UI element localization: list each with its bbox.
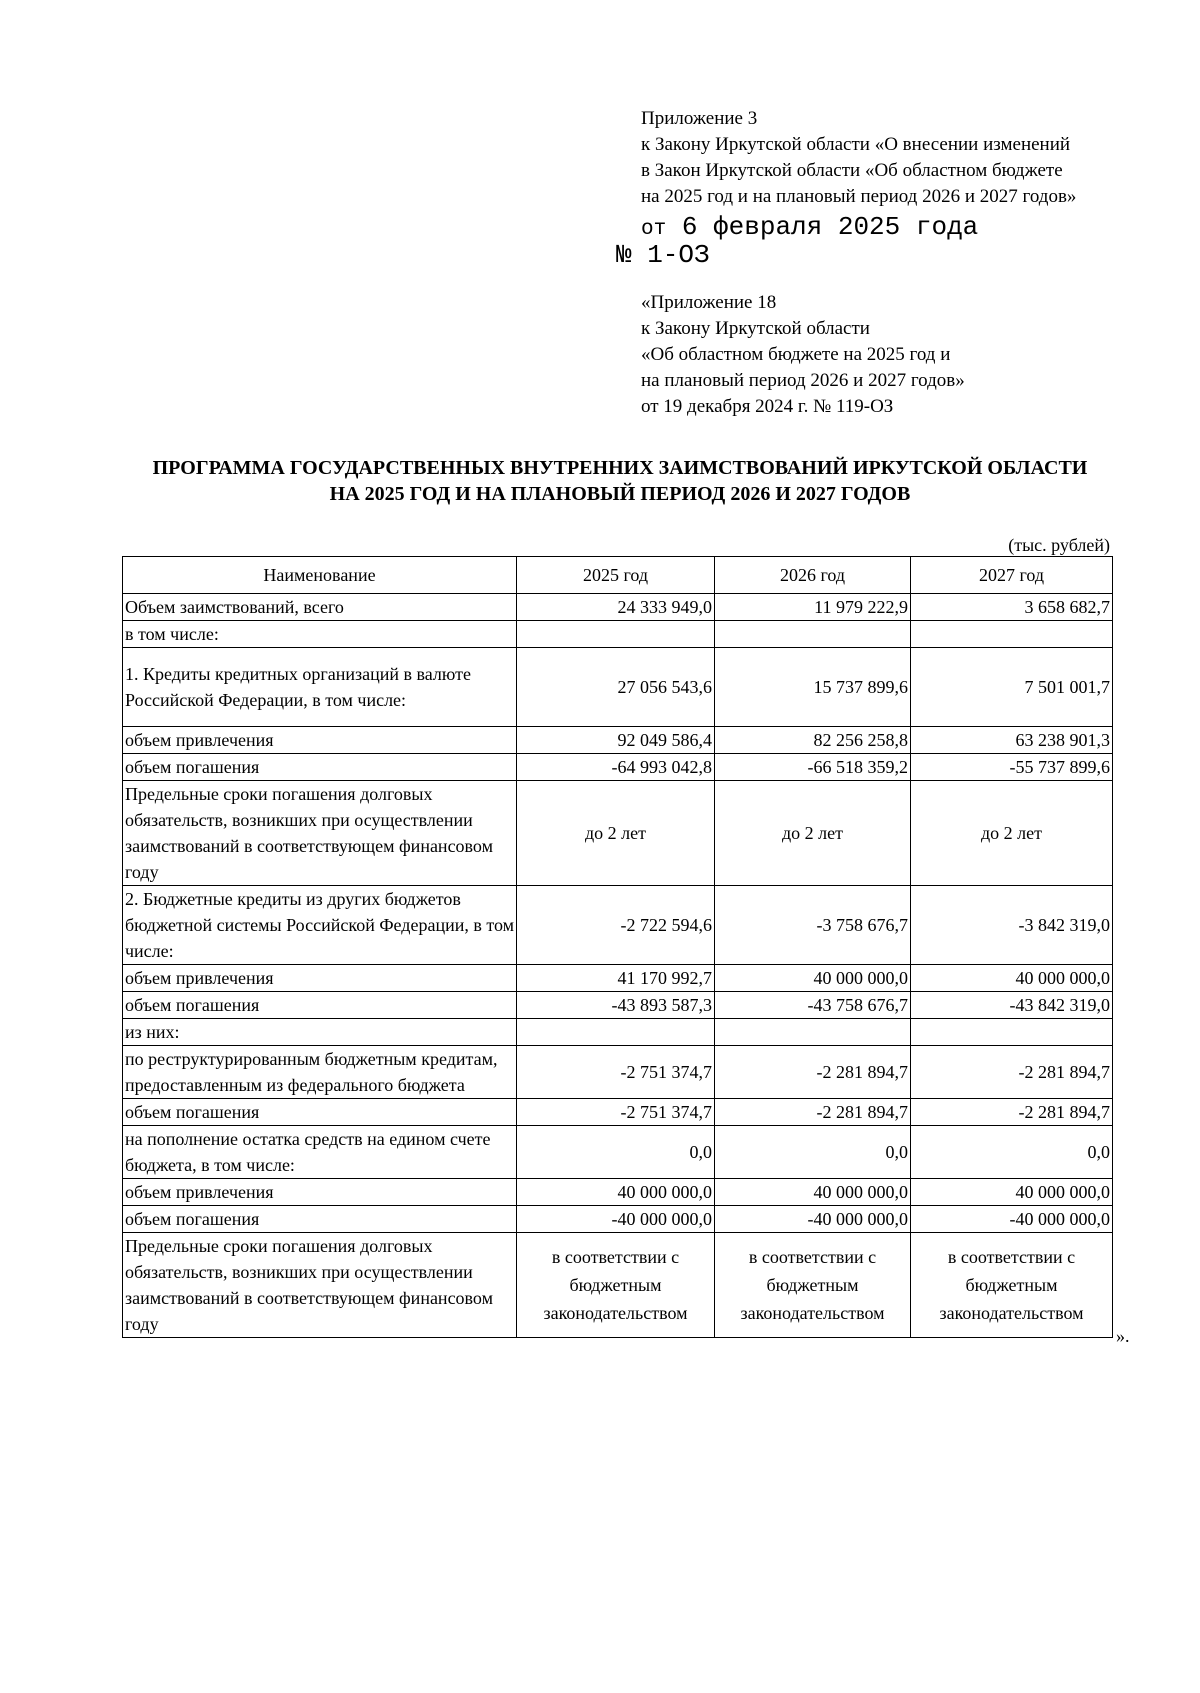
cell-2027: 7 501 001,7	[911, 648, 1113, 727]
cell-2027	[911, 621, 1113, 648]
table-row	[123, 594, 1113, 621]
cell-2027: 40 000 000,0	[911, 965, 1113, 992]
table-row	[123, 1233, 1113, 1338]
annex18-line: «Приложение 18	[641, 292, 777, 313]
row-label: Объем заимствований, всего	[123, 594, 517, 621]
row-label: объем погашения	[123, 1206, 517, 1233]
row-label: по реструктурированным бюджетным кредитам, предоставленным из федерального бюджета	[123, 1046, 517, 1099]
row-label: на пополнение остатка средств на едином счете бюджета, в том числе:	[123, 1126, 517, 1179]
cell-2027: 3 658 682,7	[911, 594, 1113, 621]
header-year-2027: 2027 год	[911, 557, 1113, 594]
table-row	[123, 1046, 1113, 1099]
cell-2027: в соответствии с бюджетным законодательством	[911, 1233, 1113, 1338]
cell-2026: -43 758 676,7	[715, 992, 911, 1019]
cell-2025: 24 333 949,0	[517, 594, 715, 621]
cell-2026	[715, 621, 911, 648]
borrowing-program-table	[122, 556, 1113, 1338]
annex-line: к Закону Иркутской области «О внесении изменений	[641, 134, 1071, 155]
cell-2026: 15 737 899,6	[715, 648, 911, 727]
row-label: объем привлечения	[123, 965, 517, 992]
cell-2027: -2 281 894,7	[911, 1099, 1113, 1126]
table-row	[123, 992, 1113, 1019]
table-row	[123, 781, 1113, 886]
table-header-row	[123, 557, 1113, 594]
date-value: 6 февраля 2025 года	[681, 212, 979, 242]
date-prefix: от	[641, 218, 667, 241]
cell-2025: -43 893 587,3	[517, 992, 715, 1019]
cell-2027: до 2 лет	[911, 781, 1113, 886]
row-label: Предельные сроки погашения долговых обязательств, возникших при осуществлении заимствований в соответствующем финансовом году	[123, 781, 517, 886]
table-row	[123, 621, 1113, 648]
document-title	[100, 455, 1140, 507]
header-year-2025: 2025 год	[517, 557, 715, 594]
cell-2027: -55 737 899,6	[911, 754, 1113, 781]
annex18-line: к Закону Иркутской области	[641, 318, 870, 339]
cell-2026: -2 281 894,7	[715, 1099, 911, 1126]
cell-2025: -2 751 374,7	[517, 1046, 715, 1099]
row-label: в том числе:	[123, 621, 517, 648]
cell-2026: 11 979 222,9	[715, 594, 911, 621]
annex18-line: «Об областном бюджете на 2025 год и	[641, 344, 951, 365]
cell-2026: 82 256 258,8	[715, 727, 911, 754]
cell-2026: -3 758 676,7	[715, 886, 911, 965]
cell-2027	[911, 1019, 1113, 1046]
cell-2026: -66 518 359,2	[715, 754, 911, 781]
cell-2025: в соответствии с бюджетным законодательством	[517, 1233, 715, 1338]
header-year-2026: 2026 год	[715, 557, 911, 594]
table-row	[123, 965, 1113, 992]
cell-2027: -40 000 000,0	[911, 1206, 1113, 1233]
cell-2026: в соответствии с бюджетным законодательством	[715, 1233, 911, 1338]
row-label: 2. Бюджетные кредиты из других бюджетов бюджетной системы Российской Федерации, в том числе:	[123, 886, 517, 965]
cell-2026: 40 000 000,0	[715, 965, 911, 992]
table-row	[123, 1126, 1113, 1179]
annex-line: на 2025 год и на плановый период 2026 и 2027 годов»	[641, 186, 1077, 207]
cell-2025: до 2 лет	[517, 781, 715, 886]
row-label: объем погашения	[123, 754, 517, 781]
cell-2027: -43 842 319,0	[911, 992, 1113, 1019]
cell-2027: 63 238 901,3	[911, 727, 1113, 754]
cell-2025	[517, 1019, 715, 1046]
cell-2026: до 2 лет	[715, 781, 911, 886]
cell-2026	[715, 1019, 911, 1046]
law-number-stamp: № 1-ОЗ	[616, 240, 710, 270]
row-label: объем привлечения	[123, 727, 517, 754]
row-label: Предельные сроки погашения долговых обязательств, возникших при осуществлении заимствований в соответствующем финансовом году	[123, 1233, 517, 1338]
cell-2025: 27 056 543,6	[517, 648, 715, 727]
cell-2025: 92 049 586,4	[517, 727, 715, 754]
row-label: 1. Кредиты кредитных организаций в валюте Российской Федерации, в том числе:	[123, 648, 517, 727]
cell-2027: -2 281 894,7	[911, 1046, 1113, 1099]
table-row	[123, 1099, 1113, 1126]
annex-line: Приложение 3	[641, 108, 758, 129]
row-label: объем погашения	[123, 992, 517, 1019]
annex18-line: на плановый период 2026 и 2027 годов»	[641, 370, 965, 391]
cell-2025: -40 000 000,0	[517, 1206, 715, 1233]
cell-2025	[517, 621, 715, 648]
cell-2025: 41 170 992,7	[517, 965, 715, 992]
cell-2025: -2 722 594,6	[517, 886, 715, 965]
table-row	[123, 1019, 1113, 1046]
table-row	[123, 1206, 1113, 1233]
table-row	[123, 754, 1113, 781]
table-row	[123, 1179, 1113, 1206]
annex-3-header	[641, 106, 1121, 210]
header-name: Наименование	[123, 557, 517, 594]
cell-2027: -3 842 319,0	[911, 886, 1113, 965]
cell-2026: -2 281 894,7	[715, 1046, 911, 1099]
annex-line: в Закон Иркутской области «Об областном бюджете	[641, 160, 1063, 181]
units-note: (тыс. рублей)	[1008, 535, 1110, 555]
table-row	[123, 727, 1113, 754]
row-label: объем погашения	[123, 1099, 517, 1126]
cell-2027: 0,0	[911, 1126, 1113, 1179]
closing-quote: ».	[1116, 1326, 1130, 1346]
table-row	[123, 886, 1113, 965]
row-label: объем привлечения	[123, 1179, 517, 1206]
cell-2025: -64 993 042,8	[517, 754, 715, 781]
cell-2026: 40 000 000,0	[715, 1179, 911, 1206]
cell-2027: 40 000 000,0	[911, 1179, 1113, 1206]
row-label: из них:	[123, 1019, 517, 1046]
table-row	[123, 648, 1113, 727]
cell-2025: 40 000 000,0	[517, 1179, 715, 1206]
cell-2026: 0,0	[715, 1126, 911, 1179]
cell-2026: -40 000 000,0	[715, 1206, 911, 1233]
title-line-2: НА 2025 ГОД И НА ПЛАНОВЫЙ ПЕРИОД 2026 И 2027 ГОДОВ	[329, 483, 911, 505]
cell-2025: -2 751 374,7	[517, 1099, 715, 1126]
cell-2025: 0,0	[517, 1126, 715, 1179]
title-line-1: ПРОГРАММА ГОСУДАРСТВЕННЫХ ВНУТРЕННИХ ЗАИМСТВОВАНИЙ ИРКУТСКОЙ ОБЛАСТИ	[152, 457, 1088, 479]
annex-18-header	[641, 290, 1121, 420]
annex18-line: от 19 декабря 2024 г. № 119-ОЗ	[641, 396, 894, 417]
